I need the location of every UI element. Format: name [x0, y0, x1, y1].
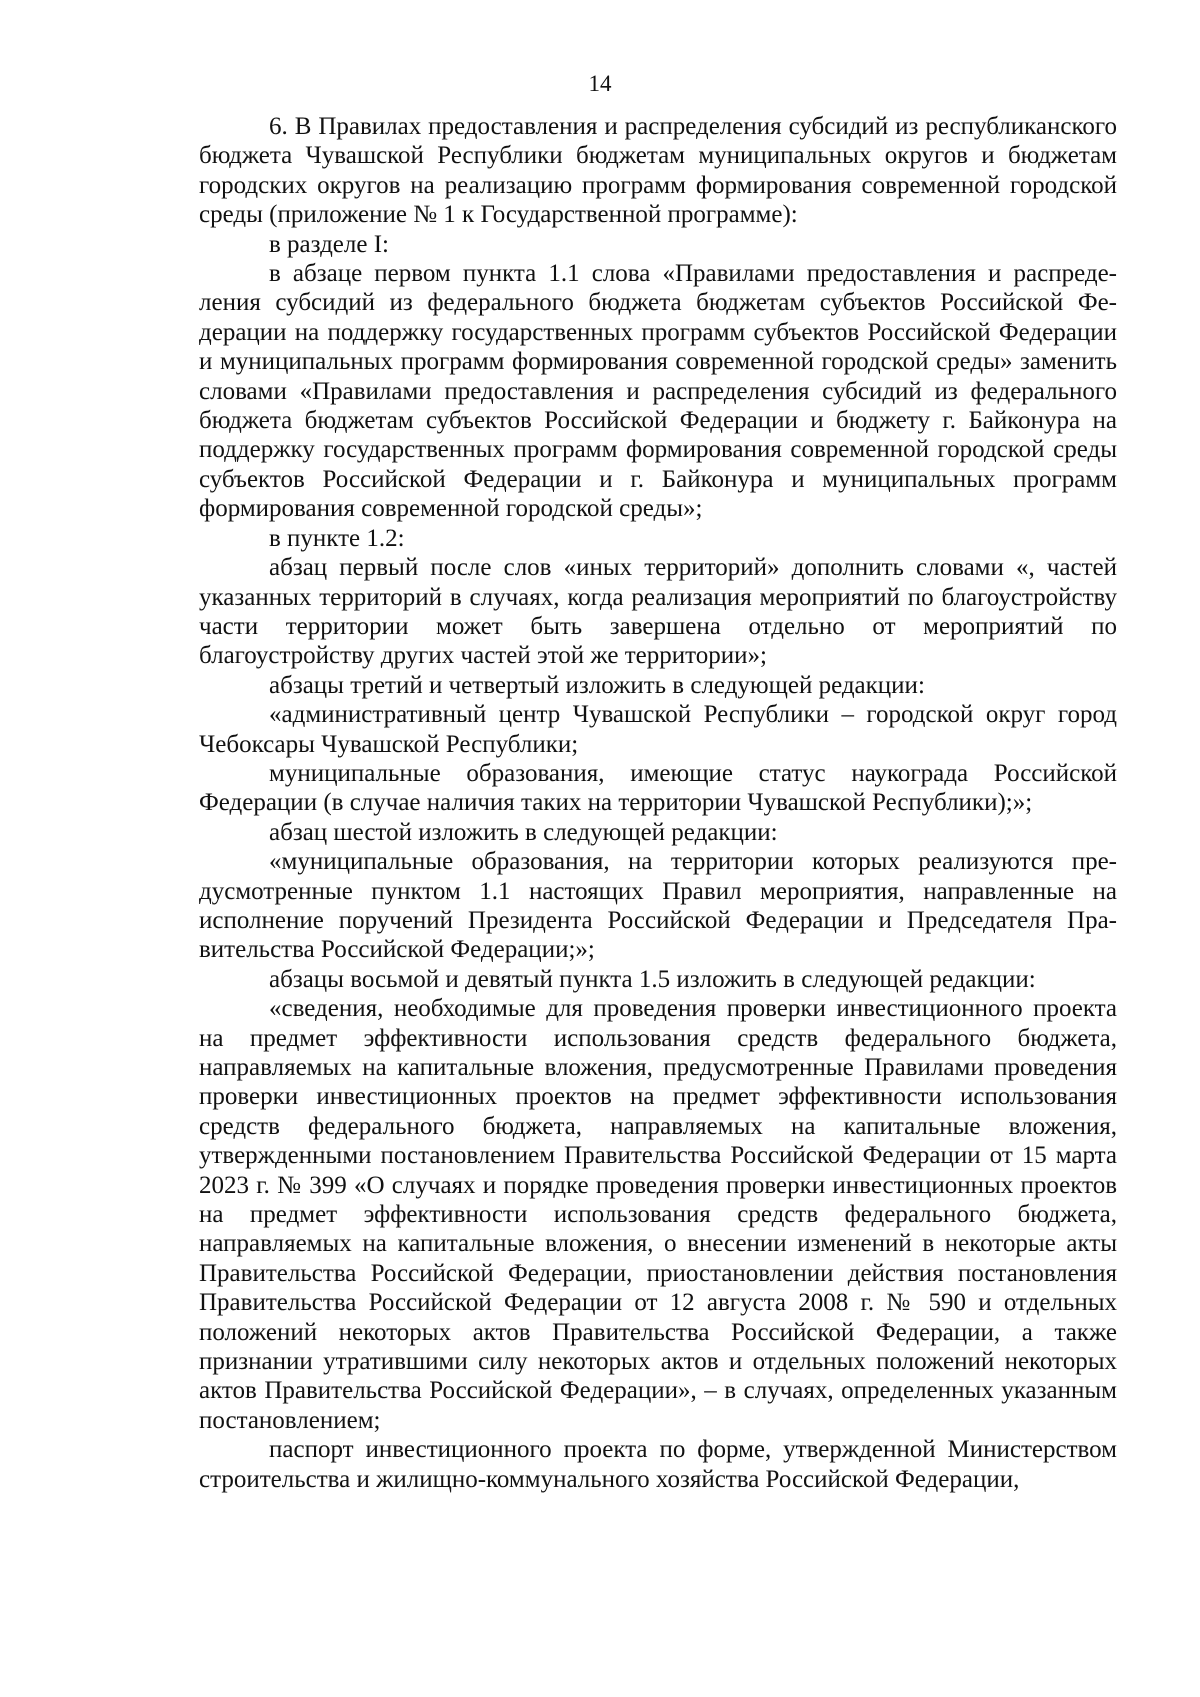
paragraph: «муниципальные образования, на территории которых реализуются предусмотренные пунктом 1.1 настоящих Правил мероприятия, направленные на исполнение поручений Президента Российской Федерации и Председателя Правительства Российской Федерации;»; [199, 848, 1117, 964]
page-number: 14 [588, 71, 612, 96]
paragraph: в разделе I: [269, 230, 389, 258]
paragraph: паспорт инвестиционного проекта по форме, утвержденной Министерством строительства и жилищно-коммунального хозяйства Российской Федерации, [199, 1436, 1117, 1493]
paragraph: абзац первый после слов «иных территорий» дополнить словами «, частей указанных территорий в случаях, когда реализация мероприятий по благоустройству части территории может быть завершена отдельно от мероприятий по благоустройству других частей этой же территории»; [199, 554, 1117, 670]
document-body [199, 112, 1117, 1494]
paragraph: «административный центр Чувашской Республики – городской округ город Чебоксары Чувашской Республики; [199, 701, 1117, 758]
paragraph: муниципальные образования, имеющие статус наукограда Российской Федерации (в случае наличия таких на территории Чувашской Республики);»; [199, 759, 1117, 817]
paragraph: в пункте 1.2: [269, 524, 405, 552]
paragraph: 6. В Правилах предоставления и распределения субсидий из республиканского бюджета Чувашской Республики бюджетам муниципальных округов и бюджетам городских округов на реализацию программ формирования современной городской среды (приложение № 1 к Государственной программе): [199, 113, 1117, 229]
paragraph: абзацы восьмой и девятый пункта 1.5 изложить в следующей редакции: [269, 965, 1036, 993]
paragraph: абзац шестой изложить в следующей редакции: [269, 818, 778, 846]
paragraph: в абзаце первом пункта 1.1 слова «Правилами предоставления и распределения субсидий из федерального бюджета бюджетам субъектов Российской Федерации на поддержку государственных программ субъектов Российской Федерации и муниципальных программ формирования современной городской среды» заменить словами «Правилами предоставления и распределения субсидий из федерального бюджета бюджетам субъектов Российской Федерации и бюджету г. Байконура на поддержку государственных программ формирования современной городской среды субъектов Российской Федерации и г. Байконура и муниципальных программ формирования современной городской среды»; [199, 260, 1117, 523]
paragraph: «сведения, необходимые для проведения проверки инвестиционного проекта на предмет эффективности использования средств федерального бюджета, направляемых на капитальные вложения, предусмотренные Правилами проведения проверки инвестиционных проектов на предмет эффективности использования средств федерального бюджета, направляемых на капитальные вложения, утвержденными постановлением Правительства Российской Федерации от 15 марта 2023 г. № 399 «О случаях и порядке проведения проверки инвестиционных проектов на предмет эффективности использования средств федерального бюджета, направляемых на капитальные вложения, о внесении изменений в некоторые акты Правительства Российской Федерации, приостановлении действия постановления Правительства Российской Федерации от 12 августа 2008 г. № 590 и отдельных положений некоторых актов Правительства Российской Федерации, а также признании утратившими силу некоторых актов и отдельных положений некоторых актов Правительства Российской Федерации», – в случаях, определенных указанным постановлением; [199, 995, 1117, 1434]
paragraph: абзацы третий и четвертый изложить в следующей редакции: [269, 671, 925, 699]
